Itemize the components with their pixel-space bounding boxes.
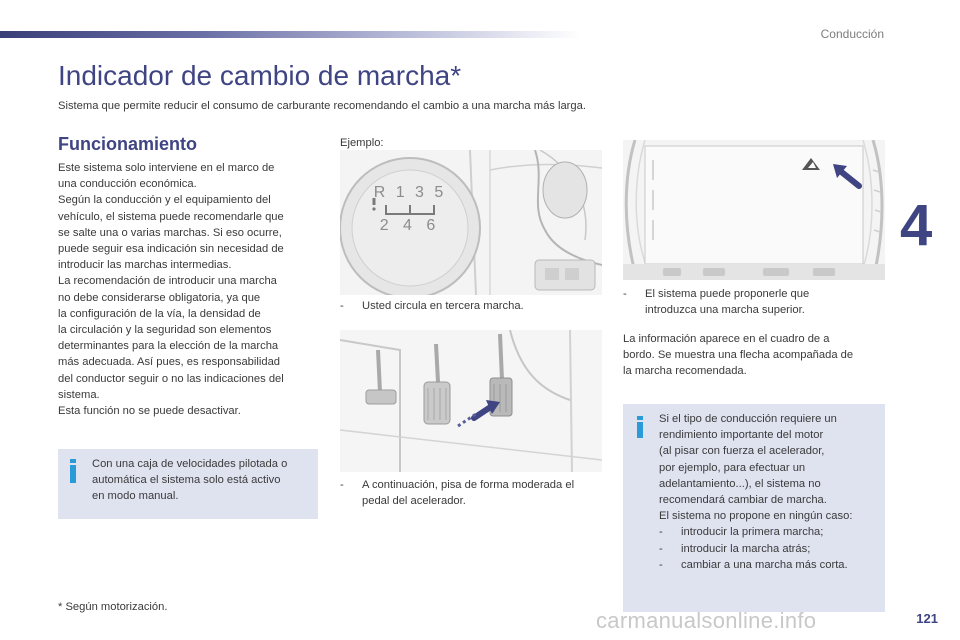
body-line: Según la conducción y el equipamiento del (58, 194, 271, 207)
body-line: puede seguir esa indicación sin necesidad de (58, 243, 284, 256)
body-line: se salte una o varias marchas. Si eso ocurre, (58, 226, 282, 239)
bullet-dash: - (659, 542, 663, 555)
info-icon (70, 465, 76, 483)
caption-line: El sistema puede proponerle que (645, 288, 810, 300)
caption-accelerator (340, 477, 574, 509)
body-line: La recomendación de introducir una marcha (58, 275, 277, 288)
example-label: Ejemplo: (340, 137, 384, 149)
caption-dash: - (340, 479, 344, 491)
body-line: la circulación y la seguridad son elementos (58, 324, 272, 337)
info-line: El sistema no propone en ningún caso: (659, 510, 853, 523)
gear-row-bottom: 2 4 6 (379, 217, 441, 234)
info-icon (637, 422, 643, 438)
body-line: Este sistema solo interviene en el marco de (58, 162, 275, 174)
info-line: Con una caja de velocidades pilotada o (92, 458, 288, 470)
info-line: en modo manual. (92, 490, 179, 503)
caption-higher-gear (623, 286, 809, 318)
footnote: * Según motorización. (58, 601, 168, 613)
caption-third-gear (340, 298, 524, 314)
para-line: la marcha recomendada. (623, 365, 747, 378)
caption-text: Usted circula en tercera marcha. (362, 300, 524, 312)
info-line: (al pisar con fuerza el acelerador, (659, 445, 825, 458)
bullet-dash: - (659, 558, 663, 571)
pedals-illustration (340, 330, 602, 472)
page-number: 121 (916, 611, 938, 626)
info-line: rendimiento importante del motor (659, 429, 824, 442)
caption-dash: - (340, 300, 344, 312)
instrument-panel-illustration (623, 140, 885, 280)
info-line: recomendará cambiar de marcha. (659, 494, 827, 507)
pedals-figure (340, 330, 602, 472)
body-line: sistema. (58, 388, 100, 401)
body-line: una conducción económica. (58, 178, 197, 191)
body-line: del conductor seguir o no las indicaciones del (58, 372, 284, 385)
info-line: Si el tipo de conducción requiere un (659, 413, 837, 425)
chapter-number: 4 (900, 193, 933, 258)
info-bullet (659, 541, 852, 557)
dashboard-info-text (623, 331, 853, 380)
section-label: Conducción (820, 27, 884, 41)
info-box-automatic (58, 449, 318, 519)
intro-text: Sistema que permite reducir el consumo de carburante recomendando el cambio a una marcha más larga. (58, 100, 586, 112)
funcionamiento-body (58, 160, 322, 419)
funcionamiento-heading: Funcionamiento (58, 134, 197, 154)
page-title: Indicador de cambio de marcha* (58, 60, 462, 91)
gear-knob-illustration (340, 150, 602, 295)
info-line: por ejemplo, para efectuar un (659, 461, 806, 474)
gear-row-top: R 1 3 5 (373, 184, 447, 201)
bullet-text: introducir la marcha atrás; (681, 542, 811, 555)
bullet-text: cambiar a una marcha más corta. (681, 558, 848, 571)
body-line: Esta función no se puede desactivar. (58, 405, 241, 418)
bullet-dash: - (659, 526, 663, 539)
bullet-text: introducir la primera marcha; (681, 526, 824, 539)
caption-line: introduzca una marcha superior. (645, 304, 805, 317)
gear-knob-figure (340, 150, 602, 295)
info-line: adelantamiento...), el sistema no (659, 477, 821, 490)
info-line: automática el sistema solo está activo (92, 474, 281, 487)
caption-line: A continuación, pisa de forma moderada el (362, 479, 575, 491)
body-line: la configuración de la vía, la densidad de (58, 307, 261, 320)
instrument-panel-figure (623, 140, 885, 280)
para-line: La información aparece en el cuadro de a (623, 333, 830, 345)
body-line: determinantes para la elección de la marcha (58, 340, 279, 353)
para-line: bordo. Se muestra una flecha acompañada de (623, 349, 854, 362)
caption-line: pedal del acelerador. (362, 495, 466, 508)
info-box-performance (623, 404, 885, 612)
watermark: carmanualsonline.info (596, 608, 817, 633)
header-band (0, 31, 580, 38)
info-bullet (659, 524, 852, 540)
body-line: más adecuada. Así pues, es responsabilidad (58, 356, 281, 369)
body-line: vehículo, el sistema puede recomendarle que (58, 210, 284, 223)
caption-dash: - (623, 288, 627, 300)
body-line: no debe considerarse obligatoria, ya que (58, 291, 261, 304)
body-line: introducir las marchas intermedias. (58, 259, 232, 272)
info-bullet (659, 557, 852, 573)
